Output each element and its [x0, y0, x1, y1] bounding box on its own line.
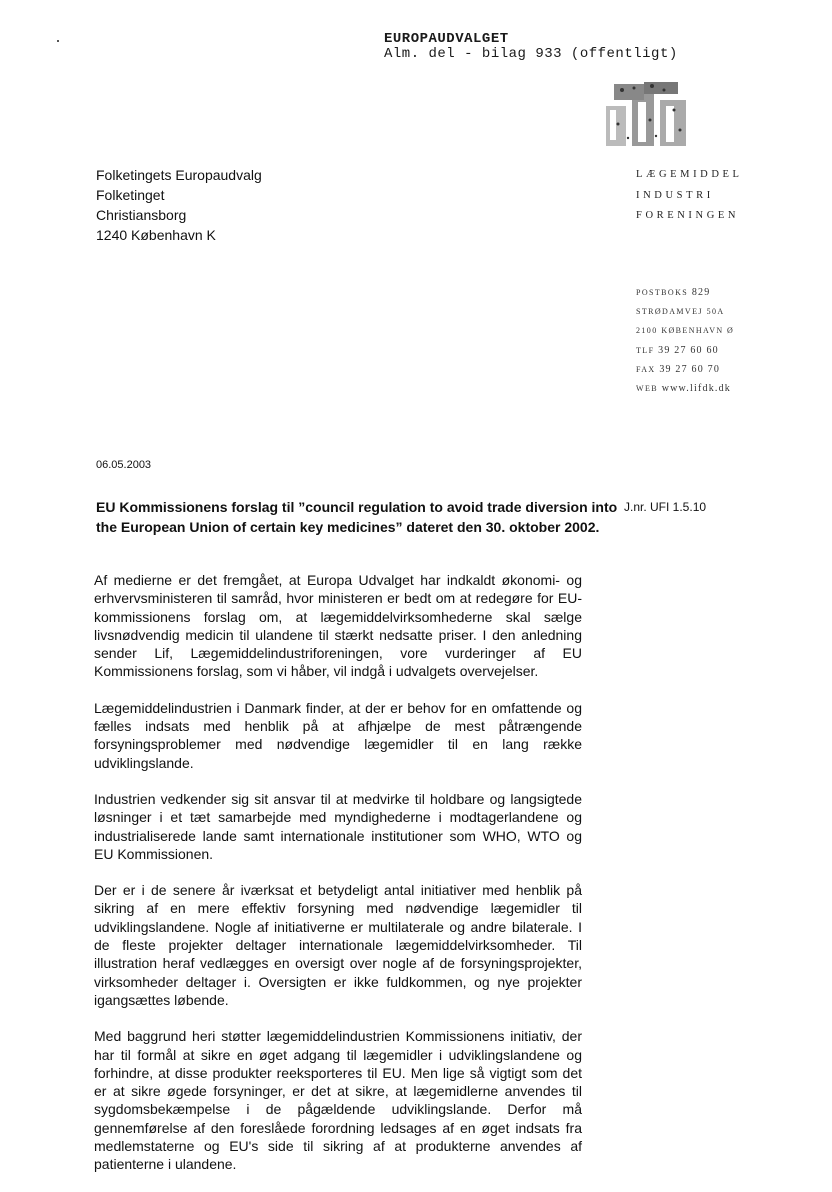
body-paragraph: Af medierne er det fremgået, at Europa Udvalget har indkaldt økonomi- og erhvervsministeren til samråd, hvor ministeren er bedt om at redegøre for EU-kommissionens forslag om, at lægemiddelvirksomhederne skal sælge livsnødvendig medicin til ulandene til stærkt nedsatte priser. I den anledning sender Lif, Lægemiddelindustriforeningen, vore vurderinger af EU Kommissionens forslag, som vi håber, vil indgå i udvalgets overvejelser.: [94, 572, 582, 680]
archive-stamp: [384, 32, 678, 62]
recipient-line: Folketinget: [96, 187, 165, 203]
journal-reference: J.nr. UFI 1.5.10: [624, 500, 707, 514]
contact-phone: TLF 39 27 60 60: [636, 344, 719, 356]
lif-logo-icon: [604, 80, 690, 148]
contact-web: WEB www.lifdk.dk: [636, 383, 731, 395]
org-line: FORENINGEN: [636, 210, 740, 221]
contact-postbox: POSTBOKS 829: [636, 287, 711, 298]
body-paragraph: Industrien vedkender sig sit ansvar til at medvirke til holdbare og langsigtede løsninger i et tæt samarbejde med myndighederne i modtagerlandene og industrialiserede lande samt internationale institutioner som WHO, WTO og EU Kommissionen.: [94, 790, 582, 862]
recipient-line: Christiansborg: [96, 207, 187, 223]
recipient-address: [96, 165, 262, 245]
body-paragraph: Med baggrund heri støtter lægemiddelindustrien Kommissionens initiativ, der har til formål at sikre en øget adgang til lægemidler i udviklingslandene og forhindre, at disse produkter reeksporteres til EU. Men lige så vigtigt som det er at sikre øgede forsyninger, er det at sikre, at lægemidlerne anvendes til sygdomsbekæmpelse i de pågældende udviklingslande. Derfor må gennemførelse af den foreslåede forordning ledsages af en øget indsats fra medlemstaterne og EU's side til sikring af at produkterne anvendes af patienterne i ulandene.: [94, 1028, 582, 1173]
org-line: LÆGEMIDDEL: [636, 169, 743, 180]
scan-speck: [57, 40, 59, 42]
organization-name: [636, 165, 743, 227]
stamp-committee: EUROPAUDVALGET: [384, 31, 509, 47]
recipient-line: 1240 København K: [96, 227, 216, 243]
stamp-reference: Alm. del - bilag 933 (offentligt): [384, 46, 678, 62]
org-line: INDUSTRI: [636, 189, 714, 201]
contact-city: 2100 KØBENHAVN Ø: [636, 326, 735, 336]
body-paragraph: Der er i de senere år iværksat et betydeligt antal initiativer med henblik på sikring af en mere effektiv forsyning med nødvendige lægemidler til udviklingslandene. Nogle af initiativerne er multilaterale og andre bilaterale. I de fleste projekter deltager internationale lægemiddelvirksomheder. Til illustration heraf vedlægges en oversigt over nogle af de forsyningsprojekter, virksomheder deltager i. Oversigten er ikke fuldkommen, og nye projekter igangsættes løbende.: [94, 882, 582, 1008]
contact-fax: FAX 39 27 60 70: [636, 363, 721, 375]
letter-body: [94, 571, 582, 1192]
contact-street: STRØDAMVEJ 50A: [636, 307, 725, 317]
body-paragraph: Lægemiddelindustrien i Danmark finder, at der er behov for en omfattende og fælles indsats med henblik på at afhjælpe de mest påtrængende forsyningsproblemer med nødvendige lægemidler til en lang række udviklingslande.: [94, 699, 582, 771]
recipient-line: Folketingets Europaudvalg: [96, 167, 262, 183]
letter-subject: EU Kommissionens forslag til ”council regulation to avoid trade diversion into the European Union of certain key medicines” dateret den 30. oktober 2002.: [96, 499, 618, 535]
contact-block: [636, 283, 734, 398]
letter-date: 06.05.2003: [96, 459, 152, 471]
